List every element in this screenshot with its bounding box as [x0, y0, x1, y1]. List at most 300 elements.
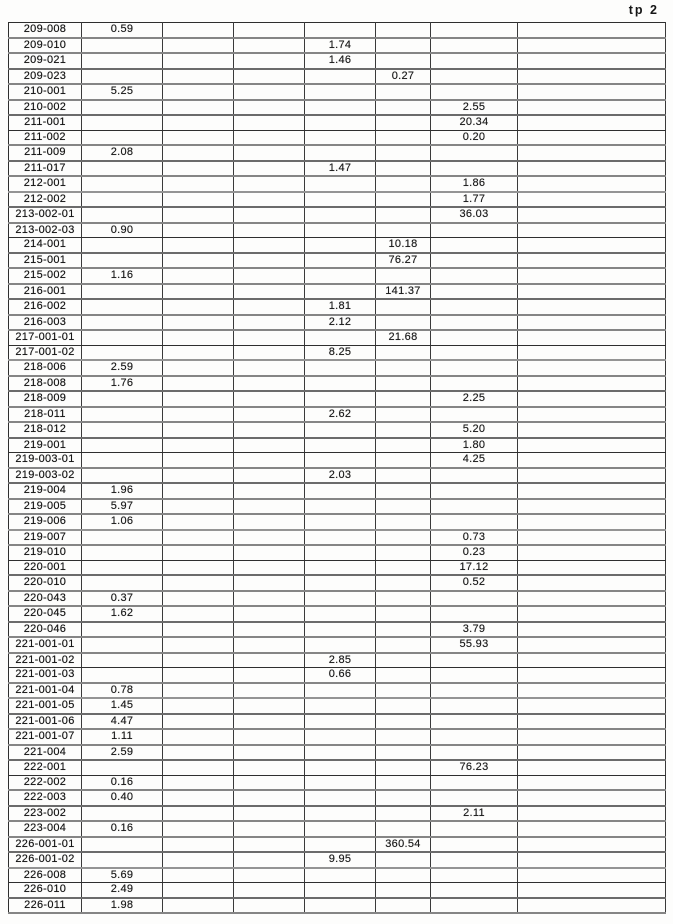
value-cell: [82, 560, 163, 575]
table-row: [9, 790, 666, 806]
value-cell: [518, 530, 666, 546]
row-id-cell: 213-002-01: [9, 207, 82, 223]
value-cell: [431, 745, 518, 761]
value-cell: [234, 223, 305, 238]
row-id-cell: 217-001-02: [9, 345, 82, 360]
value-cell: [376, 422, 431, 438]
row-id-cell: 211-002: [9, 130, 82, 145]
value-cell: [82, 38, 163, 54]
value-cell: [376, 790, 431, 806]
value-cell: [376, 637, 431, 653]
table-row: [9, 868, 666, 883]
value-cell: [518, 238, 666, 253]
value-cell: [431, 223, 518, 238]
table-row: [9, 468, 666, 484]
value-cell: [163, 69, 234, 85]
value-cell: [163, 606, 234, 622]
value-cell: [234, 499, 305, 515]
value-cell: [163, 545, 234, 560]
value-cell: [376, 545, 431, 560]
value-cell: [234, 315, 305, 331]
row-id-cell: 226-001-02: [9, 852, 82, 868]
value-cell: 0.23: [431, 545, 518, 560]
value-cell: [431, 714, 518, 730]
row-id-cell: 218-009: [9, 391, 82, 407]
value-cell: [431, 284, 518, 300]
row-id-cell: 212-001: [9, 176, 82, 192]
row-id-cell: 219-001: [9, 438, 82, 453]
value-cell: [234, 545, 305, 560]
value-cell: [234, 422, 305, 438]
value-cell: [305, 868, 376, 883]
value-cell: [82, 345, 163, 360]
value-cell: [234, 760, 305, 775]
value-cell: [431, 591, 518, 607]
value-cell: [163, 223, 234, 238]
value-cell: [376, 883, 431, 898]
value-cell: [163, 438, 234, 453]
value-cell: [431, 653, 518, 668]
value-cell: 1.98: [82, 898, 163, 914]
value-cell: [376, 560, 431, 575]
value-cell: [518, 545, 666, 560]
value-cell: [376, 161, 431, 177]
value-cell: [82, 207, 163, 223]
value-cell: [234, 360, 305, 376]
value-cell: [163, 345, 234, 360]
value-cell: [234, 790, 305, 806]
value-cell: [163, 560, 234, 575]
value-cell: [376, 868, 431, 883]
table-row: [9, 668, 666, 683]
value-cell: 2.49: [82, 883, 163, 898]
row-id-cell: 218-012: [9, 422, 82, 438]
row-id-cell: 219-005: [9, 499, 82, 515]
value-cell: [518, 653, 666, 668]
value-cell: [305, 115, 376, 130]
data-table: [8, 22, 666, 914]
value-cell: [234, 53, 305, 69]
value-cell: [518, 360, 666, 376]
table-row: [9, 299, 666, 315]
value-cell: [518, 100, 666, 116]
value-cell: [376, 683, 431, 699]
value-cell: [518, 760, 666, 775]
table-row: [9, 545, 666, 560]
value-cell: [82, 545, 163, 560]
value-cell: [376, 145, 431, 161]
value-cell: [305, 84, 376, 100]
value-cell: [163, 760, 234, 775]
value-cell: [163, 790, 234, 806]
value-cell: [518, 38, 666, 54]
value-cell: [376, 223, 431, 238]
value-cell: [163, 161, 234, 177]
value-cell: [376, 207, 431, 223]
value-cell: [376, 23, 431, 38]
value-cell: 1.45: [82, 698, 163, 714]
value-cell: [431, 360, 518, 376]
value-cell: [431, 268, 518, 284]
row-id-cell: 219-003-02: [9, 468, 82, 484]
value-cell: [163, 407, 234, 423]
value-cell: [376, 115, 431, 130]
value-cell: [518, 852, 666, 868]
table-row: [9, 422, 666, 438]
value-cell: [82, 438, 163, 453]
value-cell: [234, 683, 305, 699]
value-cell: [518, 468, 666, 484]
value-cell: [234, 852, 305, 868]
value-cell: 5.25: [82, 84, 163, 100]
value-cell: 17.12: [431, 560, 518, 575]
value-cell: [163, 821, 234, 837]
value-cell: [234, 207, 305, 223]
value-cell: 1.76: [82, 376, 163, 392]
value-cell: [234, 69, 305, 85]
value-cell: [305, 837, 376, 853]
value-cell: [82, 468, 163, 484]
value-cell: [376, 38, 431, 54]
value-cell: [163, 391, 234, 407]
value-cell: 1.11: [82, 729, 163, 745]
value-cell: [163, 100, 234, 116]
value-cell: [376, 499, 431, 515]
row-id-cell: 226-011: [9, 898, 82, 914]
value-cell: [431, 253, 518, 269]
value-cell: [431, 868, 518, 883]
table-row: [9, 683, 666, 699]
value-cell: [518, 591, 666, 607]
value-cell: [518, 483, 666, 499]
table-row: [9, 391, 666, 407]
value-cell: [518, 514, 666, 530]
table-row: [9, 806, 666, 822]
value-cell: [82, 622, 163, 638]
value-cell: [82, 530, 163, 546]
value-cell: [305, 192, 376, 208]
value-cell: [82, 760, 163, 775]
value-cell: [163, 360, 234, 376]
value-cell: [518, 391, 666, 407]
value-cell: 0.40: [82, 790, 163, 806]
table-row: [9, 38, 666, 54]
row-id-cell: 221-001-01: [9, 637, 82, 653]
row-id-cell: 220-045: [9, 606, 82, 622]
row-id-cell: 222-001: [9, 760, 82, 775]
value-cell: [305, 790, 376, 806]
value-cell: [431, 698, 518, 714]
table-row: [9, 330, 666, 345]
value-cell: [518, 284, 666, 300]
row-id-cell: 221-001-04: [9, 683, 82, 699]
value-cell: [82, 837, 163, 853]
table-row: [9, 560, 666, 575]
value-cell: 0.20: [431, 130, 518, 145]
table-row: [9, 100, 666, 116]
value-cell: [82, 453, 163, 468]
value-cell: [163, 883, 234, 898]
value-cell: [305, 622, 376, 638]
value-cell: [234, 714, 305, 730]
table-row: [9, 698, 666, 714]
row-id-cell: 213-002-03: [9, 223, 82, 238]
value-cell: [163, 591, 234, 607]
row-id-cell: 219-010: [9, 545, 82, 560]
value-cell: [431, 483, 518, 499]
table-row: [9, 852, 666, 868]
value-cell: [163, 376, 234, 392]
row-id-cell: 220-010: [9, 575, 82, 591]
row-id-cell: 220-001: [9, 560, 82, 575]
table-row: [9, 898, 666, 914]
value-cell: 360.54: [376, 837, 431, 853]
value-cell: [234, 438, 305, 453]
value-cell: [518, 23, 666, 38]
table-row: [9, 115, 666, 130]
value-cell: [234, 376, 305, 392]
table-row: [9, 745, 666, 761]
value-cell: [234, 176, 305, 192]
value-cell: [234, 299, 305, 315]
value-cell: [518, 330, 666, 345]
table-row: [9, 622, 666, 638]
row-id-cell: 214-001: [9, 238, 82, 253]
value-cell: [163, 806, 234, 822]
value-cell: [305, 545, 376, 560]
value-cell: 0.59: [82, 23, 163, 38]
value-cell: [376, 760, 431, 775]
table-row: [9, 176, 666, 192]
value-cell: 0.27: [376, 69, 431, 85]
value-cell: [376, 852, 431, 868]
row-id-cell: 209-021: [9, 53, 82, 69]
value-cell: 2.25: [431, 391, 518, 407]
value-cell: [376, 514, 431, 530]
value-cell: [82, 238, 163, 253]
row-id-cell: 209-008: [9, 23, 82, 38]
value-cell: [234, 821, 305, 837]
value-cell: [234, 268, 305, 284]
table-row: [9, 714, 666, 730]
value-cell: [431, 84, 518, 100]
value-cell: [163, 192, 234, 208]
value-cell: [305, 606, 376, 622]
value-cell: [234, 38, 305, 54]
value-cell: [305, 806, 376, 822]
row-id-cell: 218-008: [9, 376, 82, 392]
value-cell: [82, 637, 163, 653]
value-cell: [234, 898, 305, 914]
value-cell: [518, 207, 666, 223]
value-cell: [82, 192, 163, 208]
value-cell: 1.06: [82, 514, 163, 530]
value-cell: [163, 745, 234, 761]
value-cell: [305, 330, 376, 345]
value-cell: [163, 253, 234, 269]
table-row: [9, 483, 666, 499]
value-cell: [163, 653, 234, 668]
table-row: [9, 606, 666, 622]
value-cell: 0.16: [82, 775, 163, 790]
value-cell: 9.95: [305, 852, 376, 868]
table-row: [9, 883, 666, 898]
value-cell: [376, 898, 431, 914]
row-id-cell: 211-009: [9, 145, 82, 161]
value-cell: [163, 176, 234, 192]
value-cell: [305, 253, 376, 269]
value-cell: [518, 837, 666, 853]
row-id-cell: 216-001: [9, 284, 82, 300]
row-id-cell: 222-003: [9, 790, 82, 806]
value-cell: [518, 729, 666, 745]
row-id-cell: 220-046: [9, 622, 82, 638]
table-row: [9, 729, 666, 745]
value-cell: [234, 622, 305, 638]
value-cell: [163, 207, 234, 223]
value-cell: 1.62: [82, 606, 163, 622]
value-cell: [518, 560, 666, 575]
value-cell: [163, 38, 234, 54]
value-cell: [376, 438, 431, 453]
table-row: [9, 514, 666, 530]
value-cell: [305, 683, 376, 699]
value-cell: [82, 176, 163, 192]
table-row: [9, 653, 666, 668]
value-cell: 1.80: [431, 438, 518, 453]
row-id-cell: 212-002: [9, 192, 82, 208]
value-cell: 5.69: [82, 868, 163, 883]
value-cell: [305, 714, 376, 730]
value-cell: [82, 852, 163, 868]
value-cell: [82, 575, 163, 591]
value-cell: [376, 591, 431, 607]
value-cell: [518, 407, 666, 423]
row-id-cell: 218-011: [9, 407, 82, 423]
value-cell: [518, 69, 666, 85]
value-cell: 2.59: [82, 745, 163, 761]
value-cell: [163, 698, 234, 714]
value-cell: [518, 606, 666, 622]
table-row: [9, 360, 666, 376]
value-cell: 0.78: [82, 683, 163, 699]
value-cell: [518, 683, 666, 699]
value-cell: [305, 422, 376, 438]
value-cell: [234, 668, 305, 683]
value-cell: 1.77: [431, 192, 518, 208]
table-row: [9, 253, 666, 269]
row-id-cell: 226-008: [9, 868, 82, 883]
value-cell: [431, 53, 518, 69]
value-cell: [305, 223, 376, 238]
value-cell: [234, 284, 305, 300]
row-id-cell: 220-043: [9, 591, 82, 607]
value-cell: [234, 84, 305, 100]
table-row: [9, 376, 666, 392]
value-cell: 0.16: [82, 821, 163, 837]
value-cell: [234, 591, 305, 607]
value-cell: [82, 422, 163, 438]
table-row: [9, 69, 666, 85]
table-row: [9, 268, 666, 284]
table-row: [9, 575, 666, 591]
value-cell: [163, 637, 234, 653]
value-cell: [518, 422, 666, 438]
value-cell: [234, 806, 305, 822]
value-cell: [82, 407, 163, 423]
row-id-cell: 209-023: [9, 69, 82, 85]
value-cell: 141.37: [376, 284, 431, 300]
table-row: [9, 315, 666, 331]
value-cell: [82, 315, 163, 331]
value-cell: [305, 391, 376, 407]
value-cell: [234, 130, 305, 145]
value-cell: [305, 268, 376, 284]
value-cell: 2.85: [305, 653, 376, 668]
value-cell: [431, 315, 518, 331]
value-cell: [518, 315, 666, 331]
value-cell: [376, 407, 431, 423]
value-cell: [518, 668, 666, 683]
value-cell: [82, 253, 163, 269]
value-cell: [376, 653, 431, 668]
row-id-cell: 211-001: [9, 115, 82, 130]
row-id-cell: 218-006: [9, 360, 82, 376]
value-cell: [518, 84, 666, 100]
value-cell: 2.12: [305, 315, 376, 331]
value-cell: [82, 653, 163, 668]
row-id-cell: 219-003-01: [9, 453, 82, 468]
value-cell: [163, 53, 234, 69]
value-cell: [518, 622, 666, 638]
value-cell: [305, 453, 376, 468]
value-cell: [163, 268, 234, 284]
value-cell: [518, 345, 666, 360]
value-cell: [305, 821, 376, 837]
value-cell: [234, 253, 305, 269]
value-cell: [305, 883, 376, 898]
value-cell: [82, 284, 163, 300]
table-row: [9, 438, 666, 453]
value-cell: [518, 637, 666, 653]
value-cell: [82, 115, 163, 130]
row-id-cell: 221-004: [9, 745, 82, 761]
value-cell: [305, 176, 376, 192]
row-id-cell: 223-002: [9, 806, 82, 822]
table-row: [9, 499, 666, 515]
value-cell: [376, 130, 431, 145]
row-id-cell: 216-002: [9, 299, 82, 315]
value-cell: [305, 760, 376, 775]
value-cell: [305, 698, 376, 714]
value-cell: [234, 575, 305, 591]
table-row: [9, 637, 666, 653]
value-cell: [305, 514, 376, 530]
value-cell: [234, 530, 305, 546]
value-cell: [431, 821, 518, 837]
value-cell: [431, 161, 518, 177]
value-cell: [431, 299, 518, 315]
table-row: [9, 192, 666, 208]
value-cell: [82, 130, 163, 145]
row-id-cell: 221-001-06: [9, 714, 82, 730]
table-row: [9, 345, 666, 360]
table-row: [9, 453, 666, 468]
value-cell: 0.73: [431, 530, 518, 546]
value-cell: [431, 330, 518, 345]
row-id-cell: 210-001: [9, 84, 82, 100]
value-cell: [305, 438, 376, 453]
